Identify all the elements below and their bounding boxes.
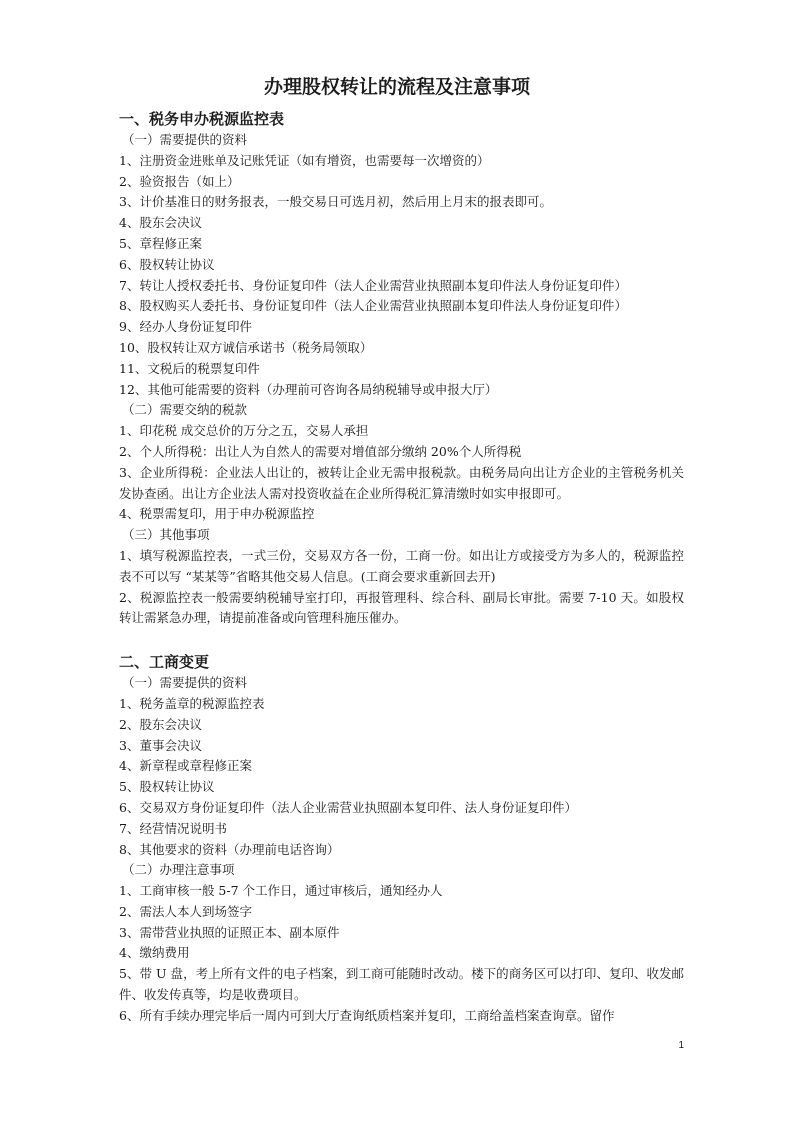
list-item: 8、其他要求的资料（办理前电话咨询） bbox=[119, 841, 340, 857]
list-item: 3、企业所得税：企业法人出让的，被转让企业无需申报税款。由税务局向出让方企业的主管税务机关发协查函。出让方企业法人需对投资收益在企业所得税汇算清缴时如实申报即可。 bbox=[119, 464, 684, 501]
subsection-heading-other-matters: （三）其他事项 bbox=[122, 527, 210, 543]
section-heading-business-registration: 二、工商变更 bbox=[119, 653, 210, 672]
list-item: 12、其他可能需要的资料（办理前可咨询各局纳税辅导或申报大厅） bbox=[119, 381, 498, 397]
list-item: 1、工商审核一般 5-7 个工作日，通过审核后，通知经办人 bbox=[119, 883, 443, 899]
list-item: 5、带 U 盘，考上所有文件的电子档案，到工商可能随时改动。楼下的商务区可以打印、复印、收发邮件、收发传真等，均是收费项目。 bbox=[119, 966, 684, 1003]
list-item: 7、转让人授权委托书、身份证复印件（法人企业需营业执照副本复印件法人身份证复印件） bbox=[119, 277, 627, 293]
list-item: 11、文税后的税票复印件 bbox=[119, 360, 260, 376]
section-spacer bbox=[119, 629, 684, 651]
subsection-heading-registration-materials: （一）需要提供的资料 bbox=[122, 675, 248, 691]
list-item: 9、经办人身份证复印件 bbox=[119, 319, 252, 335]
list-item: 1、填写税源监控表，一式三份，交易双方各一份，工商一份。如出让方或接受方为多人的，税源监控表不可以写 “某某等”省略其他交易人信息。(工商会要求重新回去开) bbox=[119, 547, 684, 584]
list-item: 2、需法人本人到场签字 bbox=[119, 903, 252, 919]
list-item: 7、经营情况说明书 bbox=[119, 820, 227, 836]
subsection-heading-tax-materials: （一）需要提供的资料 bbox=[122, 132, 248, 147]
list-item: 4、税票需复印，用于申办税源监控 bbox=[119, 506, 315, 522]
list-item: 4、股东会决议 bbox=[119, 215, 202, 231]
list-item: 4、新章程或章程修正案 bbox=[119, 758, 252, 774]
page-number: 1 bbox=[678, 1040, 684, 1051]
list-item: 6、交易双方身份证复印件（法人企业需营业执照副本复印件、法人身份证复印件） bbox=[119, 799, 577, 815]
list-item: 8、股权购买人委托书、身份证复印件（法人企业需营业执照副本复印件法人身份证复印件） bbox=[119, 298, 627, 314]
list-item: 1、印花税 成交总价的万分之五，交易人承担 bbox=[119, 423, 369, 439]
list-item: 5、股权转让协议 bbox=[119, 779, 215, 795]
list-item: 10、股权转让双方诚信承诺书（税务局领取） bbox=[119, 339, 373, 355]
subsection-heading-registration-notes: （二）办理注意事项 bbox=[122, 862, 235, 878]
subsection-heading-tax-payments: （二）需要交纳的税款 bbox=[122, 402, 248, 418]
document-title: 办理股权转让的流程及注意事项 bbox=[263, 76, 530, 98]
list-item: 2、个人所得税：出让人为自然人的需要对增值部分缴纳 20%个人所得税 bbox=[119, 443, 522, 459]
list-item: 3、需带营业执照的证照正本、副本原件 bbox=[119, 924, 340, 940]
list-item: 2、验资报告（如上） bbox=[119, 173, 240, 189]
list-item: 2、股东会决议 bbox=[119, 716, 202, 732]
list-item: 6、股权转让协议 bbox=[119, 256, 215, 272]
list-item: 3、董事会决议 bbox=[119, 737, 202, 753]
list-item: 6、所有手续办理完毕后一周内可到大厅查询纸质档案并复印，工商给盖档案查询章。留作 bbox=[119, 1007, 615, 1023]
list-item: 1、税务盖章的税源监控表 bbox=[119, 695, 265, 711]
document-body bbox=[119, 108, 684, 1027]
list-item: 1、注册资金进账单及记账凭证（如有增资，也需要每一次增资的） bbox=[119, 152, 490, 168]
list-item: 4、缴纳费用 bbox=[119, 945, 190, 961]
list-item: 2、税源监控表一般需要纳税辅导室打印，再报管理科、综合科、副局长审批。需要 7-10 天。如股权转让需紧急办理，请提前准备或向管理科施压催办。 bbox=[119, 589, 684, 626]
list-item: 5、章程修正案 bbox=[119, 235, 202, 251]
section-heading-tax: 一、税务申办税源监控表 bbox=[119, 110, 285, 128]
list-item: 3、计价基准日的财务报表，一般交易日可选月初，然后用上月末的报表即可。 bbox=[119, 194, 552, 210]
